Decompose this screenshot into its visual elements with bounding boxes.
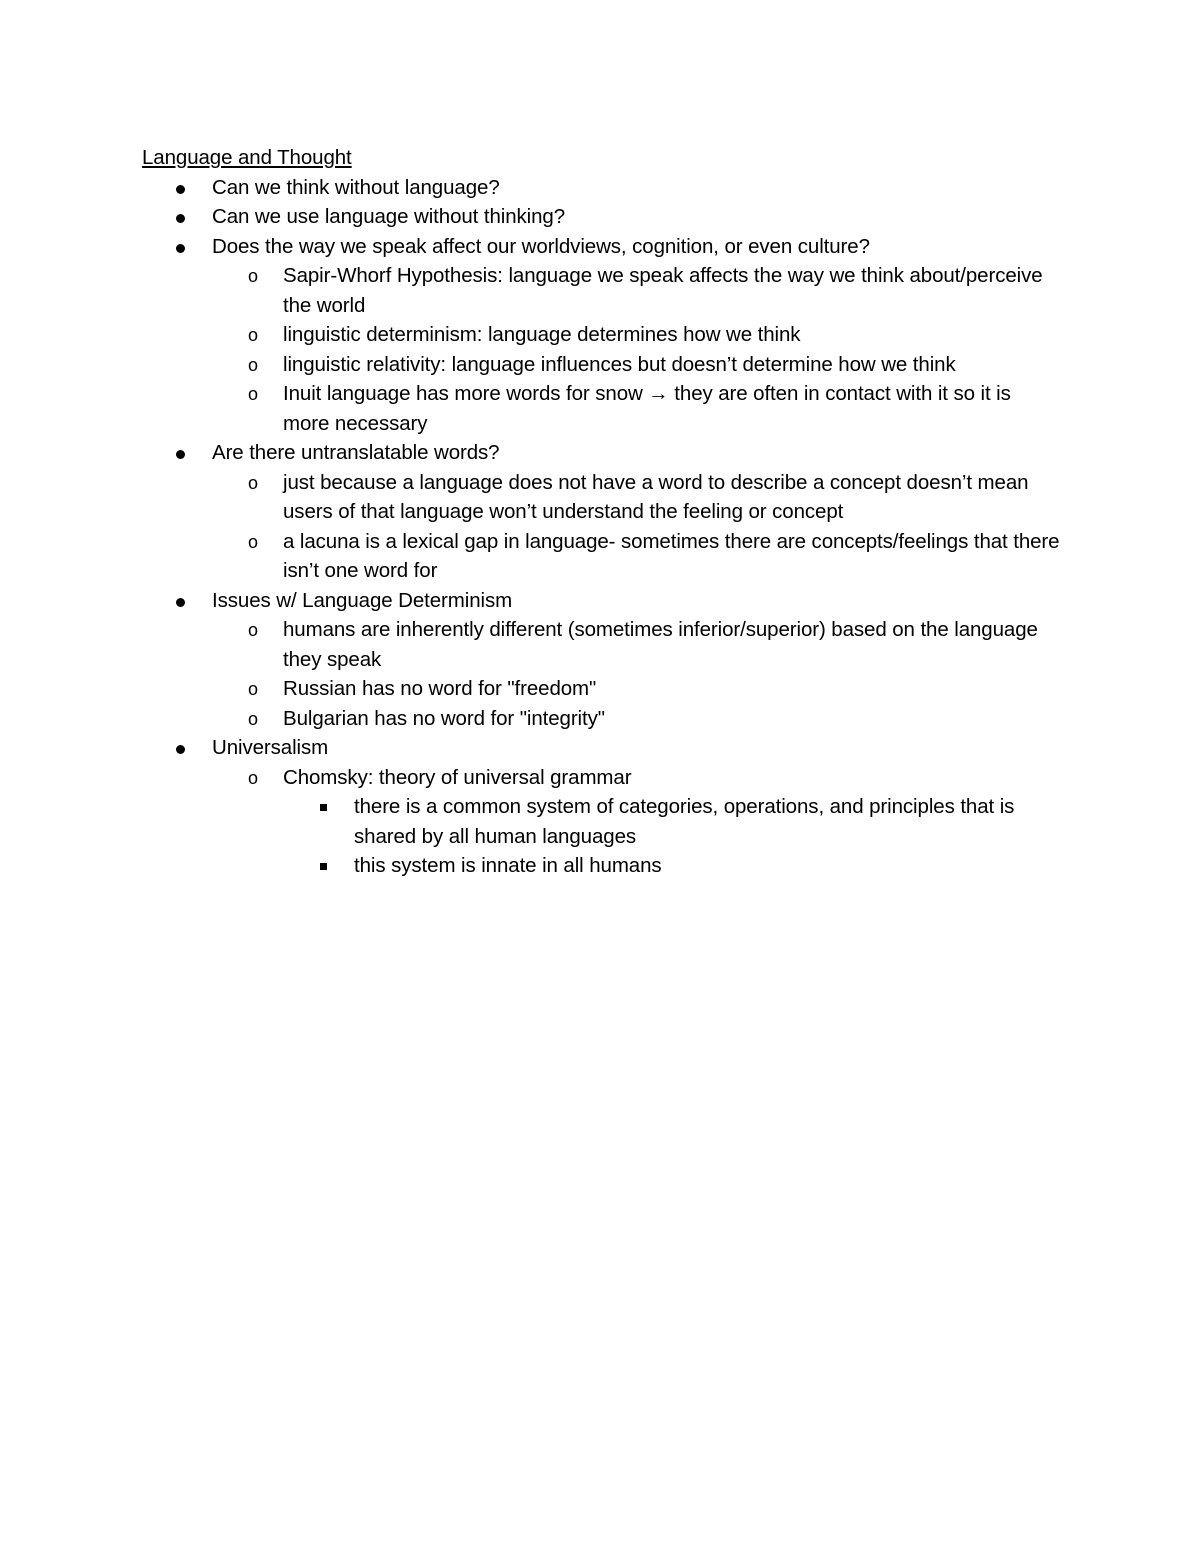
document-body [142,143,1062,881]
sub-sub-list [283,792,1062,881]
sub-sub-list-item: there is a common system of categories, operations, and principles that is shared by all human languages [283,792,1062,851]
sub-list-item: o Chomsky: theory of universal grammar there is a common system of categories, operations, and principles that is shared by all human languages this system is innate in all humans [212,763,1062,881]
list-item: Can we use language without thinking? [142,202,1062,232]
circle-bullet-icon: o [248,708,258,729]
circle-bullet-icon: o [248,354,258,375]
bullet-icon [176,745,185,754]
sub-list-item: o Russian has no word for "freedom" [212,674,1062,704]
circle-bullet-icon: o [248,472,258,493]
list-item: Universalism o Chomsky: theory of universal grammar there is a common system of categories, operations, and principles that is shared by all human languages this system is innate in all humans [142,733,1062,881]
circle-bullet-icon: o [248,620,258,640]
sub-list-item: o Sapir-Whorf Hypothesis: language we speak affects the way we think about/perceive the world [248,264,1043,317]
circle-bullet-icon: o [248,767,258,788]
sub-list-item: o linguistic determinism: language determines how we think [212,320,1062,350]
list-item: Are there untranslatable words? o just because a language does not have a word to describe a concept doesn’t mean users of that language won’t understand the feeling or concept o a lacuna is a lexical gap in language- sometimes there are concepts/feelings that there isn’t one word for [142,438,1062,586]
sub-list-item: o Inuit language has more words for snow → they are often in contact with it so it is more necessary [248,382,1011,435]
circle-bullet-icon: o [248,679,258,699]
sub-list [212,615,1062,733]
bullet-icon [176,244,185,253]
bullet-icon [176,185,185,194]
circle-bullet-icon: o [248,531,258,552]
list-item: Issues w/ Language Determinism o humans are inherently different (sometimes inferior/superior) based on the language they speak o Russian has no word for "freedom" o Bulgarian has no word for "integrity" [142,586,1062,734]
circle-bullet-icon: o [248,384,258,404]
document-title: Language and Thought [142,146,352,169]
sub-list-item: o humans are inherently different (sometimes inferior/superior) based on the language they speak [248,618,1038,671]
bullet-list [142,173,1062,881]
sub-sub-list-item: this system is innate in all humans [283,851,1062,881]
square-bullet-icon [320,863,327,870]
sub-list-item: o a lacuna is a lexical gap in language- sometimes there are concepts/feelings that there isn’t one word for [248,529,1060,582]
sub-list [212,763,1062,881]
list-item: Can we think without language? [142,173,1062,203]
bullet-icon [176,598,185,607]
square-bullet-icon [320,804,327,811]
circle-bullet-icon: o [248,325,258,345]
sub-list [212,261,1062,438]
circle-bullet-icon: o [248,266,258,286]
bullet-icon [176,450,185,459]
bullet-icon [176,214,185,223]
sub-list [212,468,1062,586]
sub-list-item: o linguistic relativity: language influences but doesn’t determine how we think [212,350,1062,380]
list-item: Does the way we speak affect our worldviews, cognition, or even culture? o Sapir-Whorf Hypothesis: language we speak affects the way we think about/perceive the world o linguistic determinism: language determines how we think o linguistic relativity: language influences but doesn’t determine how we think o Inuit language has more words for snow → they are often in contact with it so it is more necessary [142,232,1062,439]
sub-list-item: o Bulgarian has no word for "integrity" [212,704,1062,734]
sub-list-item: o just because a language does not have a word to describe a concept doesn’t mean users of that language won’t understand the feeling or concept [248,470,1029,523]
